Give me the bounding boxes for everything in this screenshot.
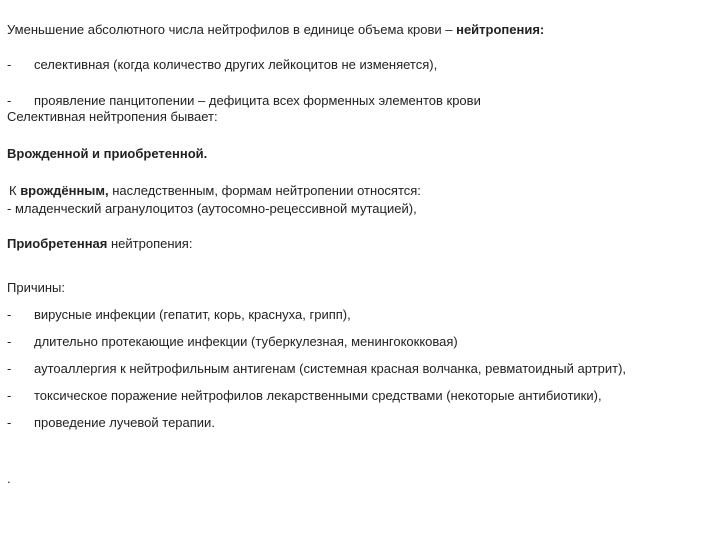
congenital-rest: наследственным, формам нейтропении относятся: <box>108 183 421 198</box>
congenital-prefix: К <box>9 183 21 198</box>
congenital-term: врождённым, <box>20 183 109 198</box>
cause-item-text: аутоаллергия к нейтрофильным антигенам (системная красная волчанка, ревматоидный артрит), <box>34 361 627 376</box>
trailing-dot: . <box>7 471 11 486</box>
acquired-rest: нейтропения: <box>107 236 193 251</box>
intro-paragraph <box>7 22 544 38</box>
list-dash: - <box>7 307 12 322</box>
list-dash: - <box>7 388 12 403</box>
selective-heading: Селективная нейтропения бывает: <box>7 109 218 124</box>
definition-item-text: проявление панцитопении – дефицита всех форменных элементов крови <box>34 93 481 108</box>
cause-item-text: проведение лучевой терапии. <box>34 415 215 430</box>
list-dash: - <box>7 334 12 349</box>
list-dash: - <box>7 361 12 376</box>
intro-term: нейтропения: <box>456 22 545 37</box>
definition-item-text: селективная (когда количество других лейкоцитов не изменяется), <box>34 57 438 72</box>
congenital-paragraph <box>9 183 421 199</box>
list-dash: - <box>7 57 12 72</box>
list-dash: - <box>7 93 12 108</box>
kinds-line <box>7 146 207 162</box>
kinds-text: Врожденной и приобретенной. <box>7 146 208 161</box>
causes-label: Причины: <box>7 280 66 295</box>
congenital-item: - младенческий агранулоцитоз (аутосомно-рецессивной мутацией), <box>7 201 417 216</box>
acquired-heading <box>7 236 192 252</box>
list-dash: - <box>7 415 12 430</box>
intro-text: Уменьшение абсолютного числа нейтрофилов в единице объема крови – <box>7 22 457 37</box>
acquired-term: Приобретенная <box>7 236 108 251</box>
cause-item-text: длительно протекающие инфекции (туберкулезная, менингококковая) <box>34 334 458 349</box>
cause-item-text: токсическое поражение нейтрофилов лекарственными средствами (некоторые антибиотики), <box>34 388 602 403</box>
cause-item-text: вирусные инфекции (гепатит, корь, краснуха, грипп), <box>34 307 351 322</box>
